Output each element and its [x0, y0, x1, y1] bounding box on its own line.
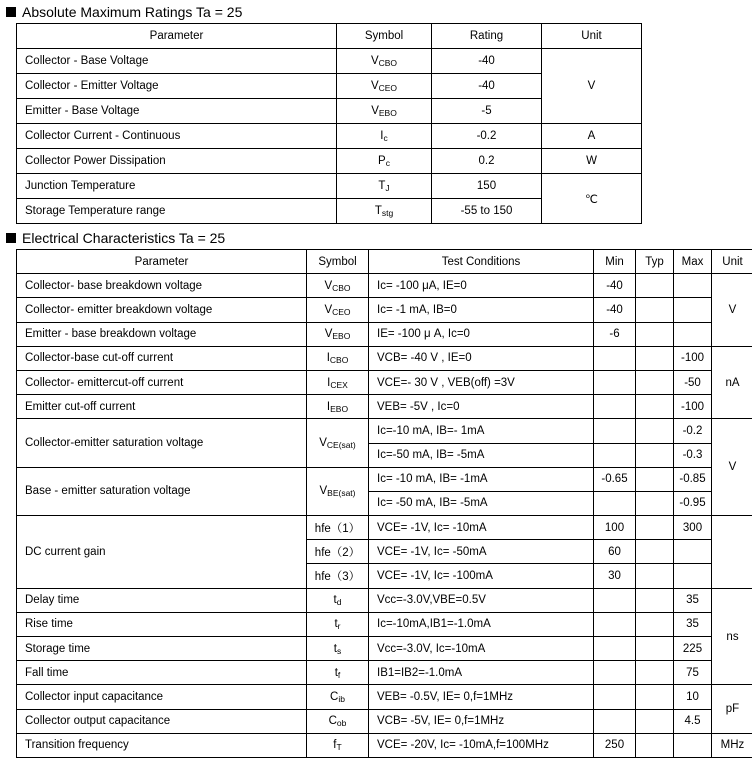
table-row	[17, 395, 752, 419]
cell-typ	[636, 564, 674, 588]
cell-symbol	[307, 637, 369, 661]
table-row	[17, 588, 752, 612]
cell-typ	[636, 298, 674, 322]
column-header-test-conditions: Test Conditions	[369, 250, 594, 274]
table-row	[17, 370, 752, 394]
symbol-sub: J	[385, 183, 389, 193]
cell-rating: -5	[432, 99, 542, 124]
symbol-main: P	[378, 155, 386, 167]
cell-typ	[636, 274, 674, 298]
cell-max: -100	[674, 395, 712, 419]
cell-max: 225	[674, 637, 712, 661]
cell-parameter: DC current gain	[17, 516, 307, 589]
cell-conditions: VEB= -5V , Ic=0	[369, 395, 594, 419]
cell-rating: -40	[432, 74, 542, 99]
cell-symbol	[307, 274, 369, 298]
symbol-sub: T	[337, 742, 342, 752]
cell-typ	[636, 370, 674, 394]
symbol-sub: r	[338, 621, 341, 631]
cell-max: -100	[674, 346, 712, 370]
cell-min: -40	[594, 274, 636, 298]
cell-parameter: Base - emitter saturation voltage	[17, 467, 307, 515]
cell-min: 100	[594, 516, 636, 540]
cell-min: -6	[594, 322, 636, 346]
cell-typ	[636, 637, 674, 661]
symbol-main: V	[371, 55, 379, 67]
symbol-sub: CEO	[379, 83, 397, 93]
cell-parameter: Storage Temperature range	[17, 199, 337, 224]
table-row	[17, 298, 752, 322]
symbol-sub: stg	[382, 208, 393, 218]
cell-parameter: Emitter - Base Voltage	[17, 99, 337, 124]
table-row	[17, 637, 752, 661]
cell-parameter: Collector - Emitter Voltage	[17, 74, 337, 99]
symbol-main: t	[334, 618, 337, 630]
symbol-main: V	[319, 437, 327, 449]
cell-conditions: VCE= -20V, Ic= -10mA,f=100MHz	[369, 733, 594, 757]
cell-conditions: VCB= -40 V , IE=0	[369, 346, 594, 370]
electrical-characteristics-table	[16, 249, 752, 758]
cell-max	[674, 322, 712, 346]
cell-max: 4.5	[674, 709, 712, 733]
cell-symbol	[307, 419, 369, 467]
cell-conditions: IE= -100 μ A, Ic=0	[369, 322, 594, 346]
cell-typ	[636, 709, 674, 733]
column-header-parameter: Parameter	[17, 250, 307, 274]
symbol-main: V	[324, 280, 332, 292]
symbol-sub: CBO	[379, 58, 397, 68]
cell-typ	[636, 733, 674, 757]
cell-symbol: hfe（2）	[307, 540, 369, 564]
symbol-main: T	[375, 205, 382, 217]
cell-max	[674, 274, 712, 298]
table-row	[17, 685, 752, 709]
table-row	[17, 733, 752, 757]
table-row	[17, 612, 752, 636]
cell-typ	[636, 467, 674, 491]
cell-conditions: Vcc=-3.0V, Ic=-10mA	[369, 637, 594, 661]
cell-max: 35	[674, 612, 712, 636]
symbol-sub: c	[386, 158, 390, 168]
cell-unit: MHz	[712, 733, 752, 757]
cell-max	[674, 298, 712, 322]
cell-parameter: Collector input capacitance	[17, 685, 307, 709]
symbol-sub: c	[383, 133, 387, 143]
cell-parameter: Collector-base cut-off current	[17, 346, 307, 370]
cell-typ	[636, 419, 674, 443]
column-header-max: Max	[674, 250, 712, 274]
cell-typ	[636, 516, 674, 540]
cell-conditions: VCE=- 30 V , VEB(off) =3V	[369, 370, 594, 394]
cell-conditions: Ic=-10 mA, IB=- 1mA	[369, 419, 594, 443]
cell-parameter: Collector Current - Continuous	[17, 124, 337, 149]
cell-min	[594, 588, 636, 612]
cell-unit: A	[542, 124, 642, 149]
symbol-main: V	[319, 485, 327, 497]
cell-unit: pF	[712, 685, 752, 733]
cell-rating: -40	[432, 49, 542, 74]
datasheet-page	[0, 4, 752, 750]
cell-parameter: Collector-emitter saturation voltage	[17, 419, 307, 467]
symbol-main: V	[325, 328, 333, 340]
cell-min	[594, 685, 636, 709]
cell-conditions: Ic= -50 mA, IB= -5mA	[369, 491, 594, 515]
symbol-sub: CBO	[332, 283, 350, 293]
symbol-main: I	[327, 401, 330, 413]
cell-max	[674, 733, 712, 757]
symbol-sub: BE(sat)	[327, 488, 355, 498]
table-row	[17, 174, 642, 199]
cell-min: 60	[594, 540, 636, 564]
cell-symbol	[307, 322, 369, 346]
cell-unit: V	[542, 49, 642, 124]
cell-conditions: Ic= -10 mA, IB= -1mA	[369, 467, 594, 491]
cell-rating: -55 to 150	[432, 199, 542, 224]
cell-min: -0.65	[594, 467, 636, 491]
cell-rating: -0.2	[432, 124, 542, 149]
symbol-main: V	[324, 304, 332, 316]
cell-typ	[636, 685, 674, 709]
symbol-sub: f	[338, 670, 340, 680]
cell-symbol	[307, 612, 369, 636]
cell-conditions: IB1=IB2=-1.0mA	[369, 661, 594, 685]
cell-typ	[636, 661, 674, 685]
symbol-main: t	[334, 643, 337, 655]
table-row	[17, 322, 752, 346]
cell-typ	[636, 395, 674, 419]
symbol-sub: d	[337, 597, 342, 607]
table-row	[17, 516, 752, 540]
bullet-square-icon	[6, 7, 16, 17]
cell-max: 75	[674, 661, 712, 685]
cell-max: -0.3	[674, 443, 712, 467]
cell-conditions: VCE= -1V, Ic= -50mA	[369, 540, 594, 564]
cell-parameter: Storage time	[17, 637, 307, 661]
symbol-main: f	[333, 739, 336, 751]
table-row	[17, 274, 752, 298]
symbol-main: I	[327, 377, 330, 389]
cell-symbol	[337, 149, 432, 174]
cell-conditions: Ic=-50 mA, IB= -5mA	[369, 443, 594, 467]
symbol-sub: EBO	[379, 108, 397, 118]
cell-parameter: Emitter cut-off current	[17, 395, 307, 419]
table-row	[17, 346, 752, 370]
cell-conditions: VCE= -1V, Ic= -10mA	[369, 516, 594, 540]
column-header-unit: Unit	[712, 250, 752, 274]
cell-unit: nA	[712, 346, 752, 419]
column-header-min: Min	[594, 250, 636, 274]
cell-parameter: Collector output capacitance	[17, 709, 307, 733]
cell-max	[674, 540, 712, 564]
cell-typ	[636, 322, 674, 346]
table-row	[17, 709, 752, 733]
symbol-main: V	[371, 80, 379, 92]
cell-min: 30	[594, 564, 636, 588]
cell-max: -50	[674, 370, 712, 394]
cell-symbol	[307, 661, 369, 685]
table-row	[17, 124, 642, 149]
symbol-main: t	[335, 667, 338, 679]
table-row	[17, 149, 642, 174]
table-row	[17, 467, 752, 491]
symbol-sub: s	[337, 646, 341, 656]
absolute-maximum-ratings-table	[16, 23, 642, 224]
cell-max: 35	[674, 588, 712, 612]
symbol-main: C	[330, 691, 338, 703]
cell-conditions: VCB= -5V, IE= 0,f=1MHz	[369, 709, 594, 733]
cell-symbol	[307, 588, 369, 612]
cell-parameter: Transition frequency	[17, 733, 307, 757]
column-header-symbol: Symbol	[337, 24, 432, 49]
cell-unit: ns	[712, 588, 752, 685]
cell-symbol	[307, 467, 369, 515]
cell-typ	[636, 612, 674, 636]
cell-symbol	[337, 199, 432, 224]
symbol-main: t	[334, 594, 337, 606]
symbol-main: I	[327, 352, 330, 364]
cell-min	[594, 395, 636, 419]
cell-parameter: Emitter - base breakdown voltage	[17, 322, 307, 346]
section-heading-electrical-characteristics	[6, 230, 752, 246]
cell-conditions: Vcc=-3.0V,VBE=0.5V	[369, 588, 594, 612]
symbol-sub: CEO	[332, 307, 350, 317]
cell-symbol: hfe（1）	[307, 516, 369, 540]
cell-parameter: Junction Temperature	[17, 174, 337, 199]
symbol-main: C	[329, 715, 337, 727]
cell-typ	[636, 491, 674, 515]
cell-parameter: Collector - Base Voltage	[17, 49, 337, 74]
column-header-rating: Rating	[432, 24, 542, 49]
symbol-main: I	[380, 130, 383, 142]
cell-min	[594, 709, 636, 733]
cell-rating: 0.2	[432, 149, 542, 174]
symbol-sub: EBO	[332, 331, 350, 341]
cell-parameter: Fall time	[17, 661, 307, 685]
table-row	[17, 49, 642, 74]
cell-typ	[636, 443, 674, 467]
cell-max	[674, 564, 712, 588]
cell-parameter: Rise time	[17, 612, 307, 636]
cell-symbol	[307, 395, 369, 419]
cell-conditions: Ic= -100 μA, IE=0	[369, 274, 594, 298]
cell-max: 10	[674, 685, 712, 709]
table-row	[17, 419, 752, 443]
cell-max: -0.2	[674, 419, 712, 443]
symbol-main: T	[378, 180, 385, 192]
cell-unit: V	[712, 274, 752, 347]
cell-symbol	[337, 174, 432, 199]
cell-typ	[636, 588, 674, 612]
cell-min	[594, 346, 636, 370]
cell-symbol	[307, 298, 369, 322]
column-header-unit: Unit	[542, 24, 642, 49]
table-header-row	[17, 250, 752, 274]
symbol-sub: CBO	[330, 355, 348, 365]
cell-symbol	[307, 733, 369, 757]
cell-symbol	[307, 709, 369, 733]
cell-conditions: VEB= -0.5V, IE= 0,f=1MHz	[369, 685, 594, 709]
heading-text: Electrical Characteristics Ta = 25	[22, 230, 225, 246]
cell-parameter: Collector- emittercut-off current	[17, 370, 307, 394]
cell-symbol	[337, 124, 432, 149]
cell-min	[594, 370, 636, 394]
cell-min	[594, 661, 636, 685]
cell-conditions: Ic=-10mA,IB1=-1.0mA	[369, 612, 594, 636]
cell-min: 250	[594, 733, 636, 757]
cell-max: -0.85	[674, 467, 712, 491]
bullet-square-icon	[6, 233, 16, 243]
cell-max: -0.95	[674, 491, 712, 515]
cell-unit: V	[712, 419, 752, 516]
column-header-symbol: Symbol	[307, 250, 369, 274]
cell-unit: W	[542, 149, 642, 174]
symbol-main: V	[371, 105, 379, 117]
cell-min	[594, 612, 636, 636]
symbol-sub: CEX	[330, 380, 347, 390]
cell-min	[594, 443, 636, 467]
cell-symbol	[337, 49, 432, 74]
cell-min: -40	[594, 298, 636, 322]
table-row	[17, 661, 752, 685]
cell-unit	[712, 516, 752, 589]
cell-conditions: Ic= -1 mA, IB=0	[369, 298, 594, 322]
cell-conditions: VCE= -1V, Ic= -100mA	[369, 564, 594, 588]
cell-parameter: Delay time	[17, 588, 307, 612]
symbol-sub: EBO	[330, 404, 348, 414]
cell-min	[594, 637, 636, 661]
cell-typ	[636, 346, 674, 370]
section-heading-absolute-maximum-ratings	[6, 4, 752, 20]
symbol-sub: ob	[337, 718, 346, 728]
cell-parameter: Collector Power Dissipation	[17, 149, 337, 174]
cell-symbol	[307, 346, 369, 370]
column-header-typ: Typ	[636, 250, 674, 274]
cell-typ	[636, 540, 674, 564]
cell-symbol	[307, 370, 369, 394]
table-header-row	[17, 24, 642, 49]
cell-symbol	[307, 685, 369, 709]
cell-parameter: Collector- emitter breakdown voltage	[17, 298, 307, 322]
cell-symbol: hfe（3）	[307, 564, 369, 588]
heading-text: Absolute Maximum Ratings Ta = 25	[22, 4, 242, 20]
cell-min	[594, 419, 636, 443]
cell-min	[594, 491, 636, 515]
symbol-sub: ib	[338, 694, 345, 704]
cell-parameter: Collector- base breakdown voltage	[17, 274, 307, 298]
symbol-sub: CE(sat)	[327, 440, 356, 450]
cell-unit: ℃	[542, 174, 642, 224]
cell-max: 300	[674, 516, 712, 540]
cell-rating: 150	[432, 174, 542, 199]
column-header-parameter: Parameter	[17, 24, 337, 49]
cell-symbol	[337, 99, 432, 124]
cell-symbol	[337, 74, 432, 99]
